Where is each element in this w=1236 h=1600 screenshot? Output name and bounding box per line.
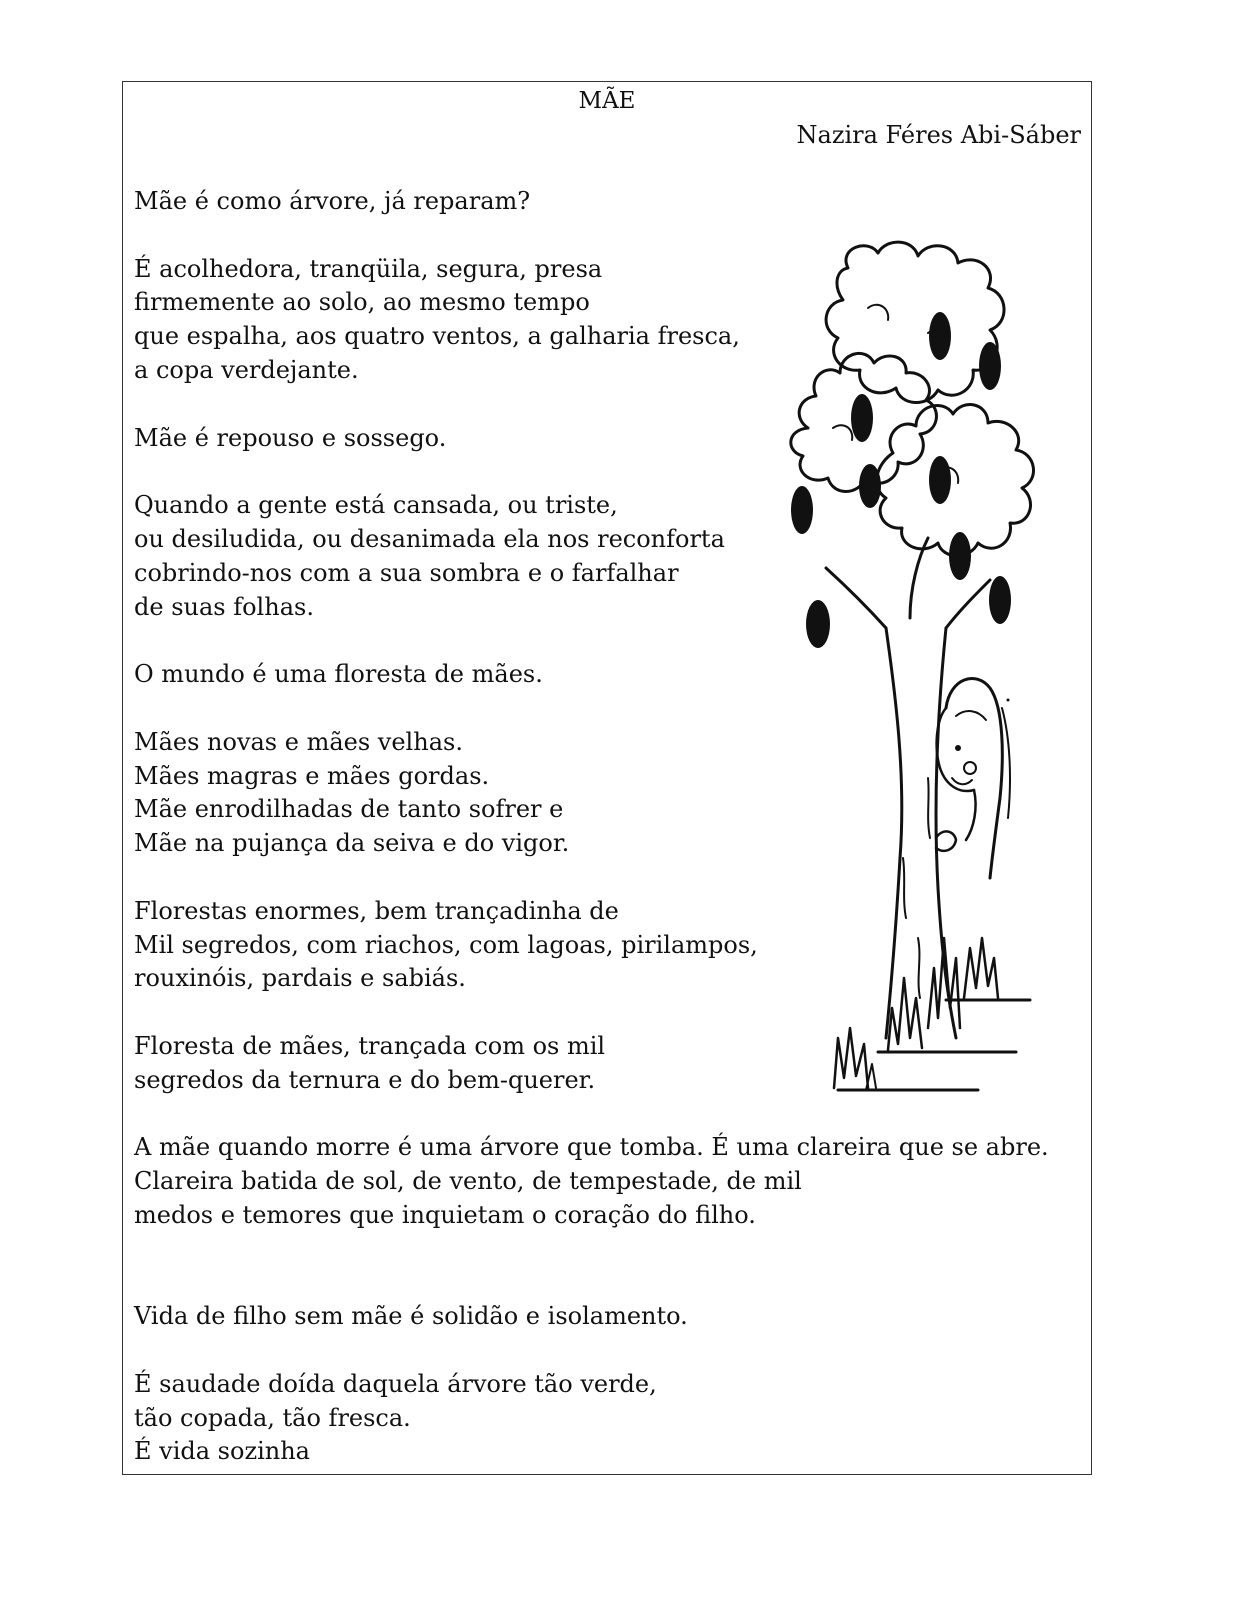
poem-line: Floresta de mães, trançada com os mil xyxy=(134,1031,606,1060)
poem-line: segredos da ternura e do bem-querer. xyxy=(134,1065,596,1094)
poem-line: É saudade doída daquela árvore tão verde, xyxy=(134,1369,657,1398)
poem-line: Mães novas e mães velhas. xyxy=(134,727,463,756)
poem-line: rouxinóis, pardais e sabiás. xyxy=(134,964,466,993)
poem-line: Clareira batida de sol, de vento, de tempestade, de mil xyxy=(134,1167,802,1196)
poem-line: de suas folhas. xyxy=(134,592,314,621)
poem-line: ou desiludida, ou desanimada ela nos reconforta xyxy=(134,524,725,553)
poem-line: Mãe é como árvore, já reparam? xyxy=(134,187,531,215)
poem-line: A mãe quando morre é uma árvore que tomba. É uma clareira que se abre. xyxy=(134,1133,1049,1162)
poem-line: Florestas enormes, bem trançadinha de xyxy=(134,896,619,925)
poem-line: cobrindo-nos com a sua sombra e o farfalhar xyxy=(134,558,679,587)
tree-with-girl-illustration xyxy=(778,238,1063,1100)
poem-line: Mil segredos, com riachos, com lagoas, pirilampos, xyxy=(134,930,758,959)
stanza xyxy=(134,1300,1074,1334)
poem-line: Mãe é repouso e sossego. xyxy=(134,423,447,452)
poem-line: É vida sozinha xyxy=(134,1437,310,1466)
poem-line: que espalha, aos quatro ventos, a galharia fresca, xyxy=(134,322,740,351)
poem-line: medos e temores que inquietam o coração do filho. xyxy=(134,1200,756,1229)
poem-title: MÃE xyxy=(578,88,636,114)
poem-line: Quando a gente está cansada, ou triste, xyxy=(134,491,618,520)
poem-line: É acolhedora, tranqüila, segura, presa xyxy=(134,254,603,283)
poem-line: Mãe enrodilhadas de tanto sofrer e xyxy=(134,795,564,824)
poem-line: a copa verdejante. xyxy=(134,355,359,384)
poem-line: tão copada, tão fresca. xyxy=(134,1403,411,1432)
stanza xyxy=(134,1131,1074,1232)
poem-author: Nazira Féres Abi-Sáber xyxy=(796,121,1081,149)
poem-line: Mães magras e mães gordas. xyxy=(134,761,490,790)
stanza xyxy=(134,185,1074,219)
stanza xyxy=(134,1368,1074,1469)
poem-line: Mãe na pujança da seiva e do vigor. xyxy=(134,829,570,858)
poem-line: O mundo é uma floresta de mães. xyxy=(134,660,543,689)
poem-line: Vida de filho sem mãe é solidão e isolamento. xyxy=(134,1302,688,1331)
poem-line: firmemente ao solo, ao mesmo tempo xyxy=(134,288,590,317)
